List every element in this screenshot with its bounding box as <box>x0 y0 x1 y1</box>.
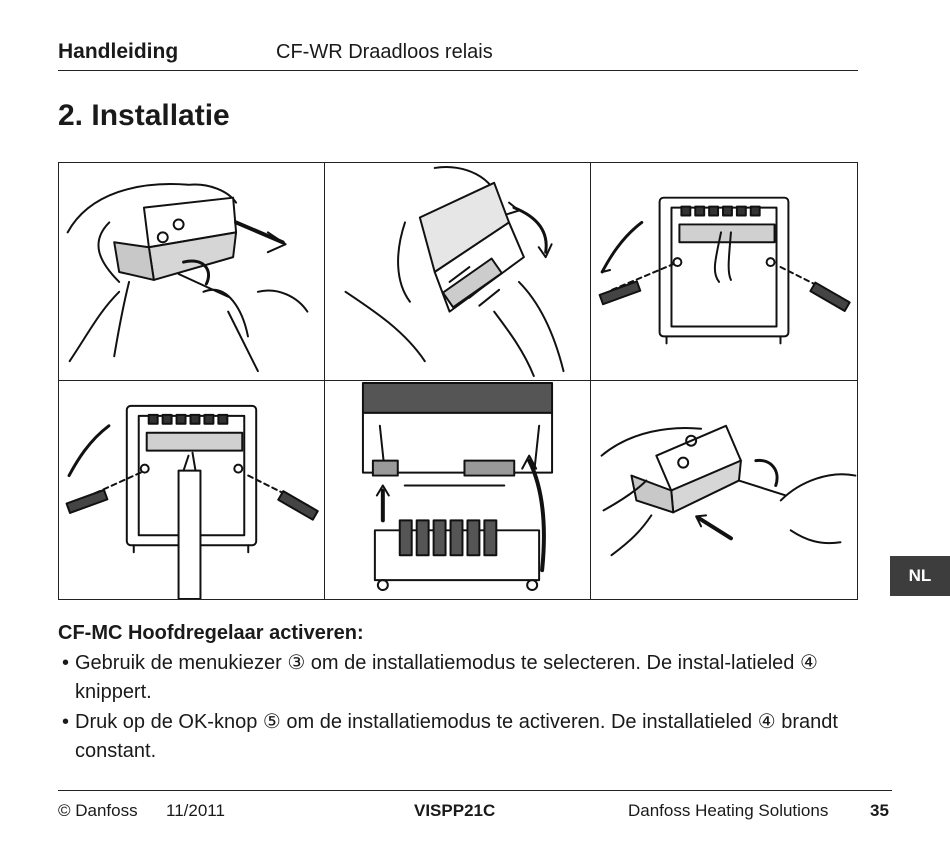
footer-company: Danfoss Heating Solutions <box>628 801 829 820</box>
illustration-wire-backplate <box>59 381 325 599</box>
header-section: Handleiding <box>58 40 179 63</box>
page-number: 35 <box>870 801 889 820</box>
footer-date: 11/2011 <box>166 801 225 820</box>
footer-copyright: © Danfoss <box>58 801 138 820</box>
illustration-remove-cover <box>325 163 591 381</box>
illustration-open-casing <box>59 163 325 381</box>
page-footer <box>58 790 892 831</box>
installation-figure-grid <box>58 162 858 600</box>
page-title: 2. Installatie <box>58 99 230 132</box>
instruction-item: • Gebruik de menukiezer ③ om de installatiemodus te selecteren. De instal-latieled ④ knippert. <box>58 649 868 707</box>
instructions-heading: CF-MC Hoofdregelaar activeren: <box>58 622 364 644</box>
illustration-close-casing <box>591 381 857 599</box>
instruction-list <box>58 649 868 766</box>
footer-doc-code: VISPP21C <box>414 801 496 820</box>
instructions-section <box>58 622 868 767</box>
instruction-item: • Druk op de OK-knop ⑤ om de installatiemodus te activeren. De installatieled ④ brandt constant. <box>58 708 868 766</box>
page-header <box>58 38 858 71</box>
header-product: CF-WR Draadloos relais <box>276 41 493 63</box>
illustration-mount-backplate <box>591 163 857 381</box>
language-tab: NL <box>890 556 950 596</box>
illustration-attach-cover <box>325 381 591 599</box>
